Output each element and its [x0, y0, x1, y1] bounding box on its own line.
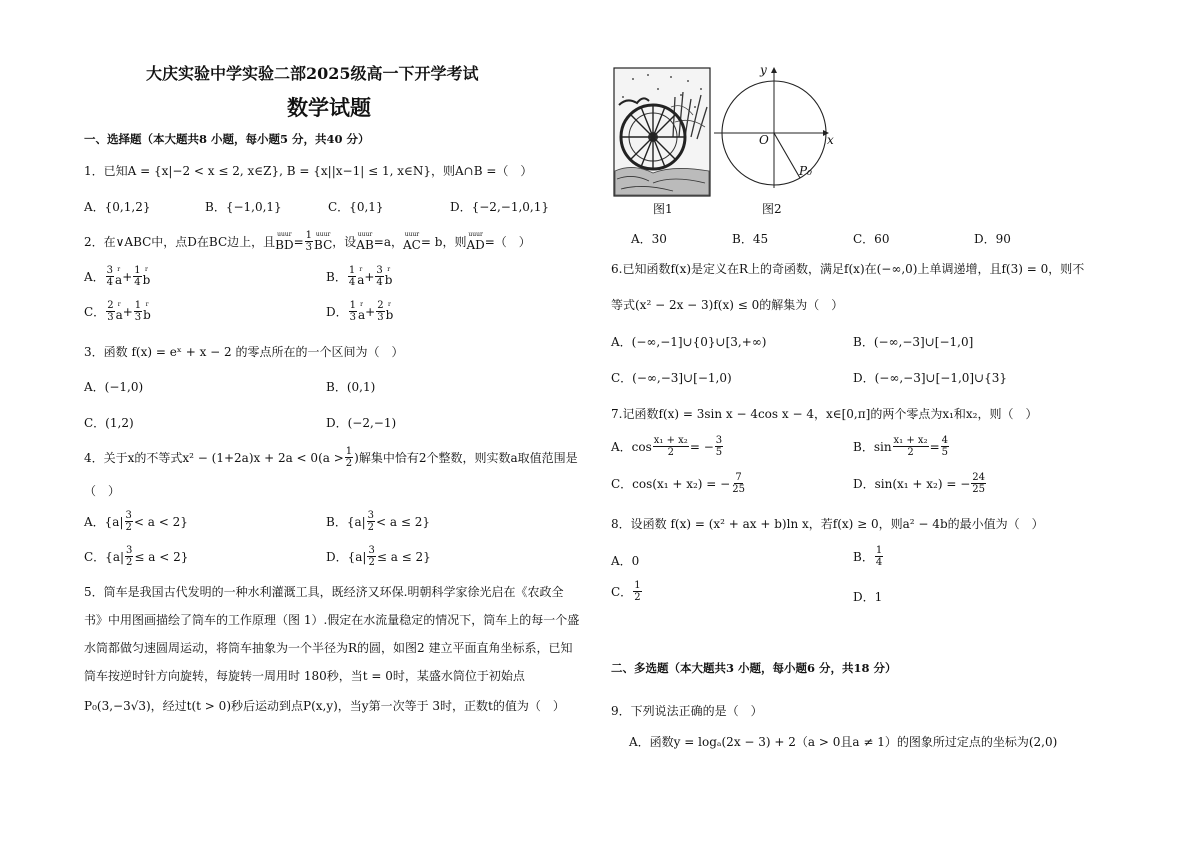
q9-option-a: A．函数y = logₐ(2x − 3) + 2（a > 0且a ≠ 1）的图象所过定点的坐标为(2,0) [629, 735, 1058, 749]
q5-line-5: P₀(3,−3√3)，经过t(t > 0)秒后运动到点P(x,y)，当y第一次等于 3时，正数t的值为（ ） [84, 699, 565, 713]
section-heading-choice: 一、选择题（本大题共8 小题，每小题5 分，共40 分） [84, 132, 370, 146]
q3-option-a: A．(−1,0) [84, 380, 144, 394]
q3-option-b: B．(0,1) [326, 380, 376, 394]
q4-option-b: B．{a| $\frac{3}{2}$ < a ≤ 2} [326, 510, 431, 533]
q4-stem-paren: （ ） [84, 484, 121, 498]
q2-option-d: D． $\frac{1}{3}$ r a + $\frac{2}{3}$ r b [326, 300, 394, 323]
q1-option-a: A．{0,1,2} [84, 200, 151, 214]
q7-option-b: B．sin $\frac{\text{x₁ + x₂}}{2}$ = $\frac{4}{5}$ [853, 435, 949, 458]
q2-tail: =（ ） [484, 235, 531, 249]
q7-option-a: A．cos $\frac{\text{x₁ + x₂}}{2}$ = − $\frac{3}{5}$ [611, 435, 723, 458]
q8-option-d: D．1 [853, 590, 883, 604]
q2-fraction: $\frac{1}{3}$ [305, 230, 313, 253]
axis-y-label: y [760, 63, 767, 77]
q2-eq-b: = b [420, 234, 443, 249]
q5-option-a: A．30 [631, 232, 667, 246]
exam-subject-title: 数学试题 [287, 95, 371, 120]
q5-line-4: 筒车按逆时针方向旋转，每旋转一周用时 180秒，当t = 0时，某盛水筒位于初始点 [84, 669, 525, 683]
vector-ab: uuur AB [356, 230, 374, 252]
axis-x-label: x [827, 133, 834, 147]
exam-school-title: 大庆实验中学实验二部2025级高一下开学考试 [146, 64, 479, 83]
q3-stem: 3．函数 f(x) = eˣ + x − 2 的零点所在的一个区间为（ ） [84, 345, 404, 359]
q4-stem: 4．关于x的不等式x² − (1+2a)x + 2a < 0(a > $\frac{1}{2}$ )解集中恰有2个整数，则实数a取值范围是 [84, 446, 578, 469]
q3-option-d: D．(−2,−1) [326, 416, 397, 430]
q2-mid: ，设 [332, 235, 357, 249]
q1-option-d: D．{−2,−1,0,1} [450, 200, 549, 214]
q3-option-c: C．(1,2) [84, 416, 134, 430]
q1-stem: 1．已知A = {x|−2 < x ≤ 2, x∈Z}, B = {x||x−1| ≤ 1, x∈N}，则A∩B =（ ） [84, 164, 533, 178]
q5-option-d: D．90 [974, 232, 1011, 246]
q2-eq-a: =a [373, 234, 391, 249]
vector-bd: uuur BD [275, 230, 294, 252]
q8-option-b: B． $\frac{1}{4}$ [853, 545, 883, 568]
q2-comma: ， [391, 235, 404, 249]
q8-option-c: C． $\frac{1}{2}$ [611, 580, 641, 603]
q6-option-b: B．(−∞,−3]∪[−1,0] [853, 335, 974, 349]
q6-option-a: A．(−∞,−1]∪{0}∪[3,+∞) [611, 335, 767, 349]
q5-line-2: 书》中用图画描绘了筒车的工作原理（图 1）.假定在水流量稳定的情况下，筒车上的每一个盛 [84, 613, 580, 627]
q2-option-b: B． $\frac{1}{4}$ r a + $\frac{3}{4}$ r b [326, 265, 393, 288]
q2-stem [84, 230, 531, 253]
vector-bc: uuur BC [314, 230, 333, 252]
q1-option-b: B．{−1,0,1} [205, 200, 282, 214]
q4-option-a: A．{a| $\frac{3}{2}$ < a < 2} [84, 510, 188, 533]
q6-line-2: 等式(x² − 2x − 3)f(x) ≤ 0的解集为（ ） [611, 298, 844, 312]
q7-option-d: D．sin(x₁ + x₂) = − $\frac{24}{25}$ [853, 472, 986, 495]
unit-circle-diagram [712, 62, 838, 192]
q4-option-d: D．{a| $\frac{3}{2}$ ≤ a ≤ 2} [326, 545, 431, 568]
q2-post: ，则 [442, 235, 467, 249]
q1-option-c: C．{0,1} [328, 200, 384, 214]
figure-1-caption: 图1 [653, 202, 673, 216]
q5-line-1: 5．筒车是我国古代发明的一种水利灌溉工具，既经济又环保.明朝科学家徐光启在《农政全 [84, 585, 564, 599]
q5-line-3: 水筒都做匀速圆周运动，将筒车抽象为一个半径为R的圆，如图2 建立平面直角坐标系，已知 [84, 641, 573, 655]
q7-option-c: C．cos(x₁ + x₂) = − $\frac{7}{25}$ [611, 472, 745, 495]
q6-option-d: D．(−∞,−3]∪[−1,0]∪{3} [853, 371, 1008, 385]
figure-2-caption: 图2 [762, 202, 782, 216]
q8-stem: 8．设函数 f(x) = (x² + ax + b)ln x，若f(x) ≥ 0，则a² − 4b的最小值为（ ） [611, 517, 1044, 531]
q6-option-c: C．(−∞,−3]∪[−1,0) [611, 371, 732, 385]
vector-ad: uuur AD [466, 230, 485, 252]
q2-option-c: C． $\frac{2}{3}$ r a + $\frac{1}{3}$ r b [84, 300, 151, 323]
q6-line-1: 6.已知函数f(x)是定义在R上的奇函数，满足f(x)在(−∞,0)上单调递增，且f(3) = 0，则不 [611, 262, 1085, 276]
q4-option-c: C．{a| $\frac{3}{2}$ ≤ a < 2} [84, 545, 189, 568]
q2-option-a: A． $\frac{3}{4}$ r a + $\frac{1}{4}$ r b [84, 265, 151, 288]
q5-option-b: B．45 [732, 232, 769, 246]
q8-option-a: A．0 [611, 554, 640, 568]
vector-ac: uuur AC [403, 230, 421, 252]
origin-label: O [759, 133, 769, 147]
q2-eq: = [293, 234, 304, 249]
point-p0-label: P₀ [799, 164, 812, 178]
water-wheel-illustration [613, 67, 711, 197]
q9-stem: 9．下列说法正确的是（ ） [611, 704, 763, 718]
section-heading-multi: 二、多选题（本大题共3 小题，每小题6 分，共18 分） [611, 661, 897, 675]
q5-option-c: C．60 [853, 232, 890, 246]
q7-stem: 7.记函数f(x) = 3sin x − 4cos x − 4，x∈[0,π]的两个零点为x₁和x₂，则（ ） [611, 407, 1038, 421]
q2-stem-pre: 2．在∨ABC中，点D在BC边上，且 [84, 235, 276, 249]
